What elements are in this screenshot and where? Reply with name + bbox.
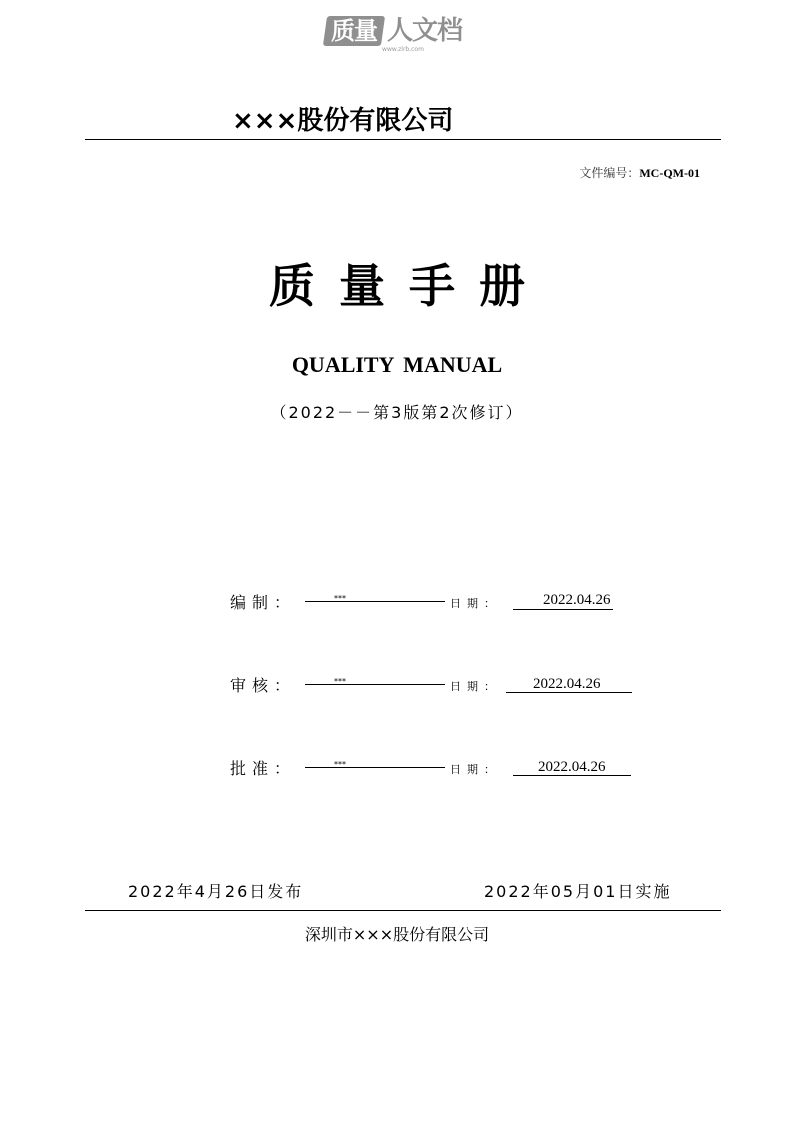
footer-divider [85,910,721,911]
prepared-date-label: 日期： [450,597,501,610]
prepared-by-name: *** [334,594,346,603]
reviewed-date: 2022.04.26 [533,676,601,692]
prepared-by-line [305,601,445,602]
reviewed-by-label: 审核： [230,676,297,695]
reviewed-date-label: 日期： [450,680,501,693]
approved-date-line [513,775,631,776]
prepared-date: 2022.04.26 [543,592,611,608]
reviewed-by-line [305,684,445,685]
approved-date-label: 日期： [450,763,501,776]
prepared-date-line [513,609,613,610]
reviewed-by-name: *** [334,677,346,686]
logo-url: www.zlrb.com [382,46,424,53]
document-number-label: 文件编号： [579,166,640,180]
revision-note: （2022－－第3版第2次修订） [270,403,524,422]
logo-badge [323,16,385,46]
watermark-logo [325,12,470,52]
document-number [579,164,700,181]
approved-by-label: 批准： [230,759,297,778]
page-subtitle: QUALITY MANUAL [291,352,503,377]
reviewed-date-line [506,692,632,693]
approved-date: 2022.04.26 [538,759,606,775]
header-divider [85,139,721,140]
logo-badge-text: 质量 [331,17,377,45]
logo-text: 人文档 [387,16,463,46]
release-date: 2022年4月26日发布 [128,882,304,901]
page-title: 质量手册 [269,259,549,313]
company-name: ×××股份有限公司 [232,106,454,136]
prepared-by-label: 编制： [230,593,297,612]
footer-company: 深圳市×××股份有限公司 [304,925,490,944]
document-number-value: MC-QM-01 [639,166,700,180]
approved-by-line [305,767,445,768]
approved-by-name: *** [334,760,346,769]
effective-date: 2022年05月01日实施 [484,882,672,901]
